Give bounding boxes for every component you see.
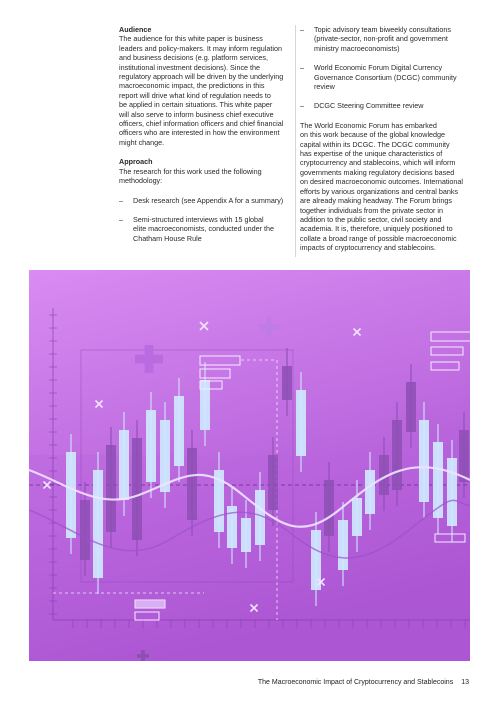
bullet-interviews [119,215,291,243]
text-line: on this work because of the global knowledge [300,130,446,140]
text-line: The research for this work used the following [119,166,262,176]
text-line: Governance Consortium (DCGC) community [314,72,457,82]
candle-body [282,366,292,400]
text-line: regulatory approach will be driven by the underlying [119,72,284,82]
candle-body [459,430,469,482]
text-line: academia. It is, therefore, uniquely positioned to [300,224,453,234]
bullet-topic-advisory [300,25,468,53]
dash-marker: – [300,63,304,73]
dash-marker: – [119,214,123,224]
text-line: Chatham House Rule [133,233,202,243]
candle-body [146,410,156,482]
candle-body [406,382,416,432]
illustration-canvas [29,270,470,661]
text-line: report will drive what kind of regulation needs to [119,90,271,100]
candle-body [352,498,362,536]
dash-marker: – [119,195,123,205]
text-line: capital within its DCGC. The DCGC community [300,139,450,149]
text-line: Desk research (see Appendix A for a summary) [133,195,284,205]
text-line: The World Economic Forum has embarked [300,120,437,130]
text-line: Topic advisory team biweekly consultations [314,25,452,34]
text-line: review [314,82,335,92]
text-line: (private-sector, non-profit and government [314,34,448,44]
text-line: macroeconomic impact, the predictions in this [119,81,265,91]
left-column [119,25,291,253]
text-line: might change. [119,137,165,147]
audience-heading: Audience [119,25,152,34]
candle-body [174,396,184,466]
dash-marker: – [300,25,304,34]
forum-paragraph [300,121,468,253]
candle-body [268,455,278,510]
text-line: and business decisions (e.g. platform services, [119,53,269,63]
candle-body [365,470,375,514]
text-line: officers, chief information officers and chief financial [119,119,284,129]
text-line: cryptocurrency and stablecoins, which will inform [300,158,456,168]
candle-body [132,438,142,540]
text-line: governments making regulatory decisions based [300,167,455,177]
text-line: on desired macroeconomic outcomes. International [300,177,464,187]
text-line: will also serve to inform business chief executive [119,109,274,119]
footer-title: The Macroeconomic Impact of Cryptocurrency and Stablecoins [257,679,454,686]
label-box-filled [135,600,165,608]
text-line: efforts by various organizations and central banks [300,186,459,196]
candle-body [106,445,116,532]
candle-body [187,448,197,520]
bullet-steering-committee [300,101,468,110]
text-line: together individuals from the private sector in [300,205,444,215]
text-line: elite macroeconomists, conducted under the [133,224,275,234]
candle-body [392,420,402,490]
page-number: 13 [461,679,469,686]
right-column [300,25,468,253]
text-line: World Economic Forum Digital Currency [314,63,443,73]
candle-body [160,420,170,492]
text-line: institutional investment decisions). Since the [119,62,261,72]
page-footer [0,679,469,686]
candle-body [200,380,210,430]
text-line: are already making headway. The Forum brings [300,196,452,206]
candle-body [66,452,76,538]
approach-heading: Approach [119,157,153,167]
text-line: leaders and policy-makers. It may inform regulation [119,43,282,53]
text-line: collate a broad range of possible macroeconomic [300,233,457,243]
bullet-dcgc-review [300,63,468,91]
column-divider [295,25,296,257]
candle-body [93,470,103,578]
candle-body [296,390,306,456]
text-line: has expertise of the unique characteristics of [300,149,443,159]
text-line: ministry macroeconomists) [314,43,400,53]
text-line: The audience for this white paper is business [119,34,263,44]
candle-body [324,480,334,536]
candle-body [241,518,251,552]
plus-icon [141,650,145,661]
candlestick-illustration [29,270,470,661]
text-line: addition to the public sector, civil society and [300,214,442,224]
candle-body [119,430,129,500]
text-line: officers who are interested in how the environment [119,128,280,138]
candle-body [433,442,443,518]
approach-paragraph [119,167,291,186]
text-line: methodology: [119,176,163,186]
candle-body [80,500,90,560]
candle-body [419,420,429,502]
text-line: DCGC Steering Committee review [314,101,424,111]
candle-body [338,520,348,570]
text-line: be applied in certain situations. This white paper [119,100,273,110]
bullet-desk-research [119,196,291,205]
text-line: impacts of cryptocurrency and stablecoins. [300,243,436,253]
text-line: Semi-structured interviews with 15 global [133,214,264,224]
candle-body [447,458,457,526]
plus-icon [145,345,154,373]
plus-icon [266,317,272,337]
dash-marker: – [300,101,304,111]
audience-paragraph [119,34,291,147]
